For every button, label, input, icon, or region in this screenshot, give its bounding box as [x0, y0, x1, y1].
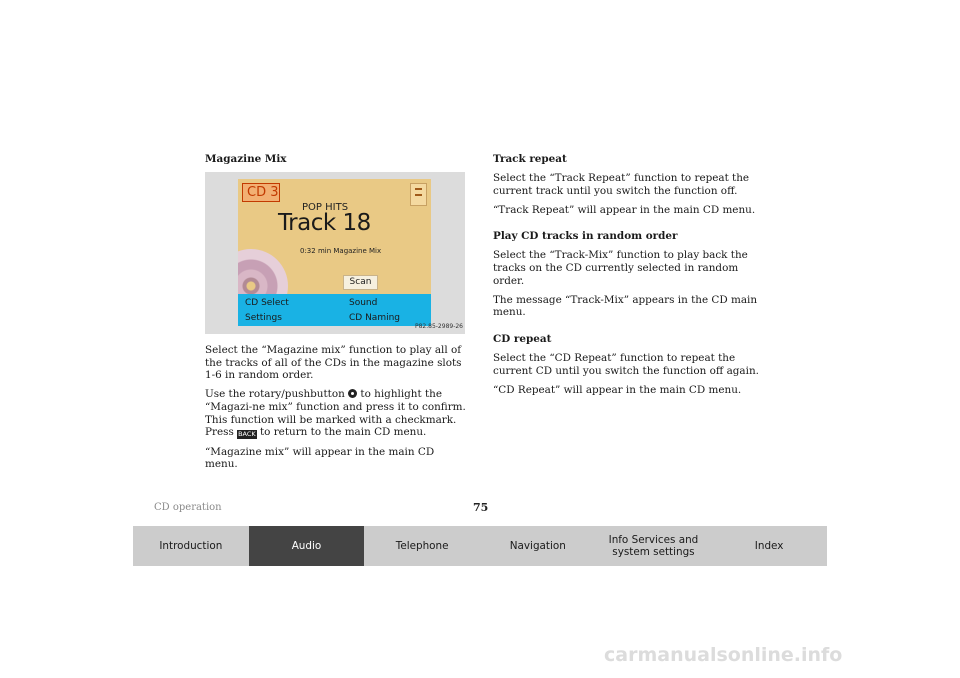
menu-settings: Settings — [245, 313, 282, 324]
cd-number-label: CD 3 — [242, 183, 280, 202]
instruction-text-b: to highlight the “Magazi-ne mix” function and press it to confirm. This function will be marked with a checkmark. — [205, 388, 466, 426]
category-label: POP HITS — [302, 202, 349, 214]
page-number: 75 — [473, 501, 489, 514]
rotary-pushbutton-icon — [348, 389, 357, 398]
tab-info-services[interactable]: Info Services and system settings — [596, 526, 712, 566]
paragraph-magazine-mix-select: Select the “Magazine mix” function to play all of the tracks of all of the CDs in the magazine slots 1-6 in random order. — [205, 344, 462, 382]
menu-cd-select: CD Select — [245, 298, 289, 309]
section-heading-random-order: Play CD tracks in random order — [493, 230, 678, 243]
instruction-text-a: Use the rotary/pushbutton — [205, 388, 349, 401]
paragraph-rotary-instruction — [205, 388, 467, 439]
section-heading-cd-repeat: CD repeat — [493, 332, 552, 345]
paragraph-track-mix-select: Select the “Track-Mix” function to play back the tracks on the CD currently selected in random order. — [493, 249, 748, 287]
left-column — [205, 153, 467, 477]
tab-navigation[interactable]: Navigation — [480, 526, 596, 566]
footer-section-title: CD operation — [154, 502, 222, 513]
instruction-text-d: to return to the main CD menu. — [256, 426, 427, 439]
watermark: carmanualsonline.info — [604, 644, 843, 666]
paragraph-track-mix-result: The message “Track-Mix” appears in the CD main menu. — [493, 293, 758, 319]
paragraph-magazine-mix-result: “Magazine mix” will appear in the main CD menu. — [205, 445, 435, 471]
paragraph-cd-repeat-result: “CD Repeat” will appear in the main CD menu. — [493, 383, 742, 396]
tab-introduction[interactable]: Introduction — [133, 526, 249, 566]
track-label: Track 18 — [278, 210, 371, 237]
section-heading-magazine-mix: Magazine Mix — [205, 153, 287, 165]
scan-button: Scan — [343, 275, 378, 290]
right-column — [493, 153, 763, 403]
paragraph-cd-repeat-select: Select the “CD Repeat” function to repeat the current CD until you switch the function off again. — [493, 352, 759, 377]
time-info: 0:32 min Magazine Mix — [300, 247, 382, 256]
tab-audio[interactable]: Audio — [249, 526, 365, 566]
chapter-nav — [133, 526, 827, 566]
display-menu-bar — [238, 294, 431, 326]
magazine-mix-icon — [410, 183, 427, 206]
tab-index[interactable]: Index — [711, 526, 827, 566]
back-key-icon: BACK — [238, 430, 256, 439]
instruction-text-c: Press — [205, 426, 238, 439]
tab-telephone[interactable]: Telephone — [364, 526, 480, 566]
cd-display-figure — [205, 172, 465, 334]
paragraph-track-repeat-result: “Track Repeat” will appear in the main CD menu. — [493, 203, 756, 216]
figure-reference: P82.85-2989-26 — [414, 322, 463, 330]
paragraph-track-repeat-select: Select the “Track Repeat” function to repeat the current track until you switch the function off. — [493, 172, 750, 197]
section-heading-track-repeat: Track repeat — [493, 153, 567, 165]
menu-sound: Sound — [349, 298, 378, 309]
cd-display-screen — [238, 179, 431, 326]
menu-cd-naming: CD Naming — [349, 313, 401, 324]
